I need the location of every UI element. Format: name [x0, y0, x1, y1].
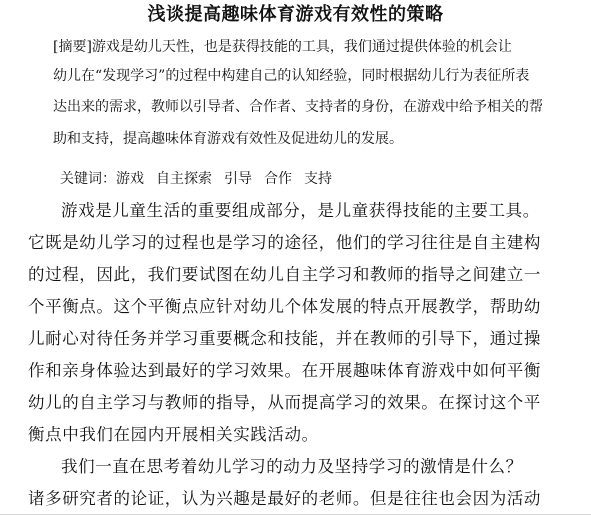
body-line: 的过程，因此，我们要试图在幼儿自主学习和教师的指导之间建立一: [28, 265, 541, 284]
keyword: 游戏: [116, 171, 144, 187]
body-line: 儿耐心对待任务并学习重要概念和技能，并在教师的引导下，通过操: [28, 329, 541, 348]
keyword: 合作: [264, 171, 292, 187]
abstract-line: 达出来的需求，教师以引导者、合作者、支持者的身份，在游戏中给予相关的帮: [53, 99, 543, 115]
document-title: 浅谈提高趣味体育游戏有效性的策略: [147, 4, 444, 25]
body-line: 游戏是儿童生活的重要组成部分，是儿童获得技能的主要工具。: [61, 201, 540, 220]
abstract-line: 幼儿在“发现学习”的过程中构建自己的认知经验，同时根据幼儿行为表征所表: [53, 68, 530, 84]
body-line: 作和亲身体验达到最好的学习效果。在开展趣味体育游戏中如何平衡: [28, 361, 541, 380]
keywords-label: 关键词：: [60, 171, 116, 187]
keywords-line: [60, 169, 344, 189]
abstract-line: [摘要]游戏是幼儿天性，也是获得技能的工具，我们通过提供体验的机会让: [53, 39, 512, 55]
page-bottom-edge: [0, 514, 591, 515]
body-line: 诸多研究者的论证，认为兴趣是最好的老师。但是往往也会因为活动: [28, 489, 541, 508]
body-line: 幼儿的自主学习与教师的指导，从而提高学习的效果。在探讨这个平: [28, 393, 541, 412]
abstract-line: 助和支持，提高趣味体育游戏有效性及促进幼儿的发展。: [53, 131, 403, 147]
keyword: 自主探索: [156, 171, 212, 187]
body-line: 个平衡点。这个平衡点应针对幼儿个体发展的特点开展教学，帮助幼: [28, 297, 541, 316]
keyword: 引导: [224, 171, 252, 187]
body-line: 衡点中我们在园内开展相关实践活动。: [28, 425, 319, 444]
body-line: 它既是幼儿学习的过程也是学习的途径，他们的学习往往是自主建构: [28, 233, 541, 252]
keyword: 支持: [304, 171, 332, 187]
body-line: 我们一直在思考着幼儿学习的动力及坚持学习的激情是什么？: [61, 457, 523, 476]
